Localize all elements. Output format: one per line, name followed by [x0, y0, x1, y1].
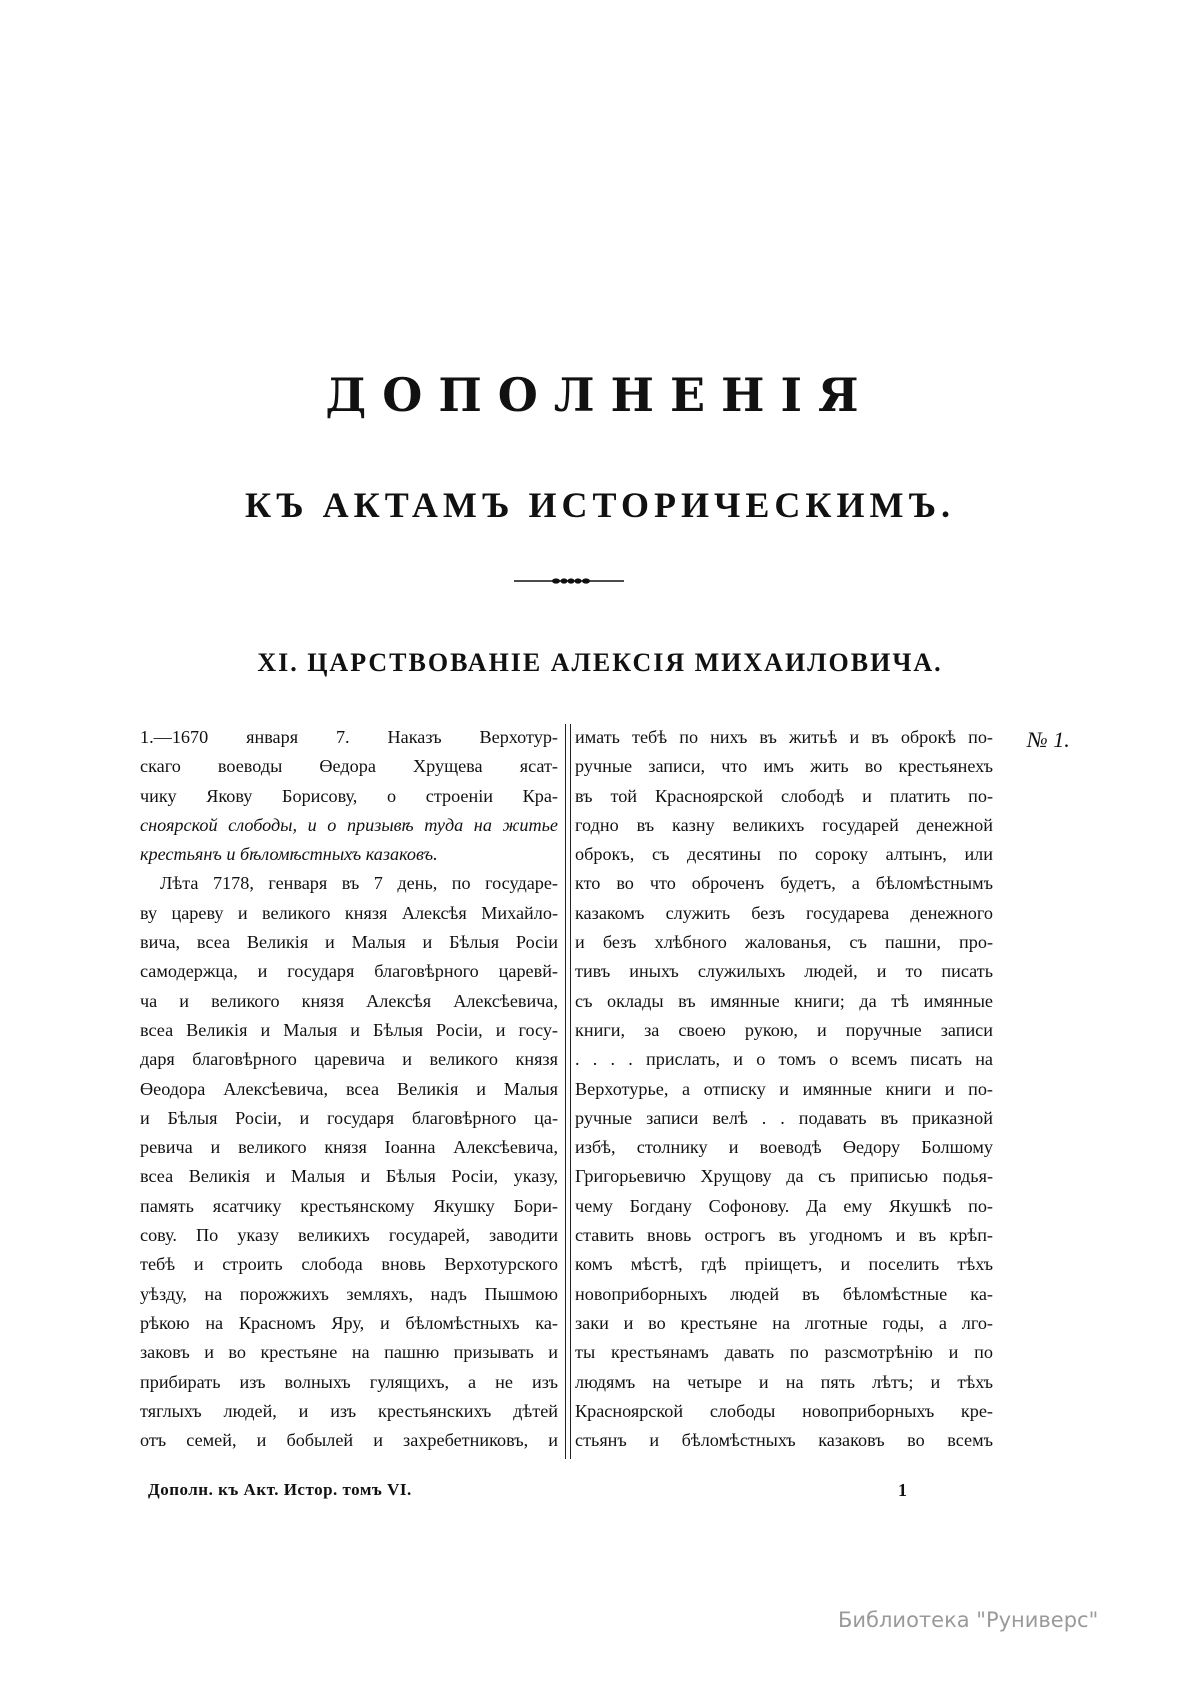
text-line: Лѣта 7178, генваря въ 7 день, по государе- [160, 873, 558, 894]
text-line: . . . . прислать, и о томъ о всемъ писать на [575, 1049, 993, 1070]
text-line: тебѣ и строить слобода вновь Верхотурского [140, 1254, 558, 1275]
text-line: съ оклады въ имянные книги; да тѣ имянные [575, 990, 993, 1011]
text-line: самодержца, и государя благовѣрного царевй- [140, 961, 558, 982]
text-line: и Бѣлыя Росіи, и государя благовѣрного ца- [140, 1107, 558, 1128]
text-line: ву цареву и великого князя Алексѣя Михайло- [140, 902, 558, 923]
text-line: книги, за своею рукою, и поручные записи [575, 1019, 993, 1040]
text-line: комъ мѣстѣ, гдѣ пріищетъ, и поселить тѣхъ [575, 1254, 993, 1275]
text-line: скаго воеводы Өедора Хрущева ясат- [140, 756, 558, 777]
text-line: Григорьевичю Хрущову да съ приписью подья- [575, 1166, 993, 1187]
text-line: оброкъ, съ десятины по сороку алтынъ, или [575, 844, 993, 865]
text-line: ставить вновь острогъ въ угодномъ и въ крѣп- [575, 1225, 993, 1246]
text-line: сноярской слободы, и о призывѣ туда на житье [140, 814, 558, 835]
text-line: тивъ иныхъ служилыхъ людей, и то писать [575, 961, 993, 982]
text-line: даря благовѣрного царевича и великого князя [140, 1049, 558, 1070]
text-line: кто во что оброченъ будетъ, а бѣломѣстнымъ [575, 873, 993, 894]
text-line: Красноярской слободы новоприборныхъ кре- [575, 1400, 993, 1421]
text-line: ревича и великого князя Іоанна Алексѣевича, [140, 1137, 558, 1158]
main-title: ДОПОЛНЕНІЯ [325, 368, 875, 422]
text-line: казакомъ служить безъ государева денежного [575, 902, 993, 923]
text-line: стьянъ и бѣломѣстныхъ казаковъ во всемъ [575, 1430, 993, 1451]
footer-page-number: 1 [898, 1480, 907, 1500]
text-line: ча и великого князя Алексѣя Алексѣевича, [140, 990, 558, 1011]
left-column [140, 723, 558, 1455]
text-line: людямъ на четыре и на пять лѣтъ; и тѣхъ [575, 1371, 993, 1392]
text-line: память ясатчику крестьянскому Якушку Бори- [140, 1195, 558, 1216]
text-line: всеа Великія и Малыя и Бѣлыя Росіи, и госу- [140, 1019, 558, 1040]
text-line: годно въ казну великихъ государей денежной [575, 814, 993, 835]
text-line: заки и во крестьяне на лготные годы, а лго- [575, 1312, 993, 1333]
text-line: и безъ хлѣбного жалованья, съ пашни, про- [575, 932, 993, 953]
text-line: ручные записи велѣ . . подавать въ приказной [575, 1107, 993, 1128]
column-divider [565, 724, 571, 1459]
text-line: отъ семей, и бобылей и захребетниковъ, и [140, 1430, 558, 1451]
text-line: чему Богдану Софонову. Да ему Якушкѣ по- [575, 1195, 993, 1216]
text-line: тяглыхъ людей, и изъ крестьянскихъ дѣтей [140, 1400, 558, 1421]
text-line: ручные записи, что имъ жить во крестьянехъ [575, 756, 993, 777]
section-title: XI. ЦАРСТВОВАНІЕ АЛЕКСІЯ МИХАИЛОВИЧА. [257, 648, 943, 677]
text-line: имать тебѣ по нихъ въ житьѣ и въ оброкѣ по- [575, 727, 993, 747]
text-line: рѣкою на Красномъ Яру, и бѣломѣстныхъ ка- [140, 1312, 558, 1333]
text-line: заковъ и во крестьяне на пашню призывать и [140, 1342, 558, 1363]
text-line: чику Якову Борисову, о строеніи Кра- [140, 785, 558, 806]
text-line: въ той Красноярской слободѣ и платить по- [575, 785, 993, 806]
footer-volume-reference: Дополн. къ Акт. Истор. томъ VI. [148, 1480, 412, 1499]
text-line: уѣзду, на порожжихъ земляхъ, надъ Пышмою [140, 1283, 558, 1304]
text-line: избѣ, столнику и воеводѣ Өедору Болшому [575, 1137, 993, 1158]
text-line: вича, всеа Великія и Малыя и Бѣлыя Росіи [140, 932, 558, 953]
document-number: № 1. [1027, 727, 1070, 752]
library-watermark: Библиотека "Руниверс" [838, 1608, 1099, 1632]
text-line: всеа Великія и Малыя и Бѣлыя Росіи, указу, [140, 1166, 558, 1187]
right-column [575, 723, 993, 1455]
text-line: Өеодора Алексѣевича, всеа Великія и Малыя [140, 1078, 558, 1099]
text-line: Верхотурье, а отписку и имянные книги и по- [575, 1078, 993, 1099]
subtitle: КЪ АКТАМЪ ИСТОРИЧЕСКИМЪ. [244, 485, 956, 525]
text-line: новоприборныхъ людей въ бѣломѣстные ка- [575, 1283, 993, 1304]
text-line: крестьянъ и бѣломѣстныхъ казаковъ. [140, 844, 438, 865]
text-line: прибирать изъ волныхъ гулящихъ, а не изъ [140, 1371, 558, 1392]
text-line: ты крестьянамъ давать по разсмотрѣнію и по [575, 1342, 993, 1363]
ornament-divider-icon [514, 576, 624, 586]
text-line: сову. По указу великихъ государей, заводити [140, 1225, 558, 1246]
text-line: 1.—1670 января 7. Наказъ Верхотур- [140, 727, 558, 747]
